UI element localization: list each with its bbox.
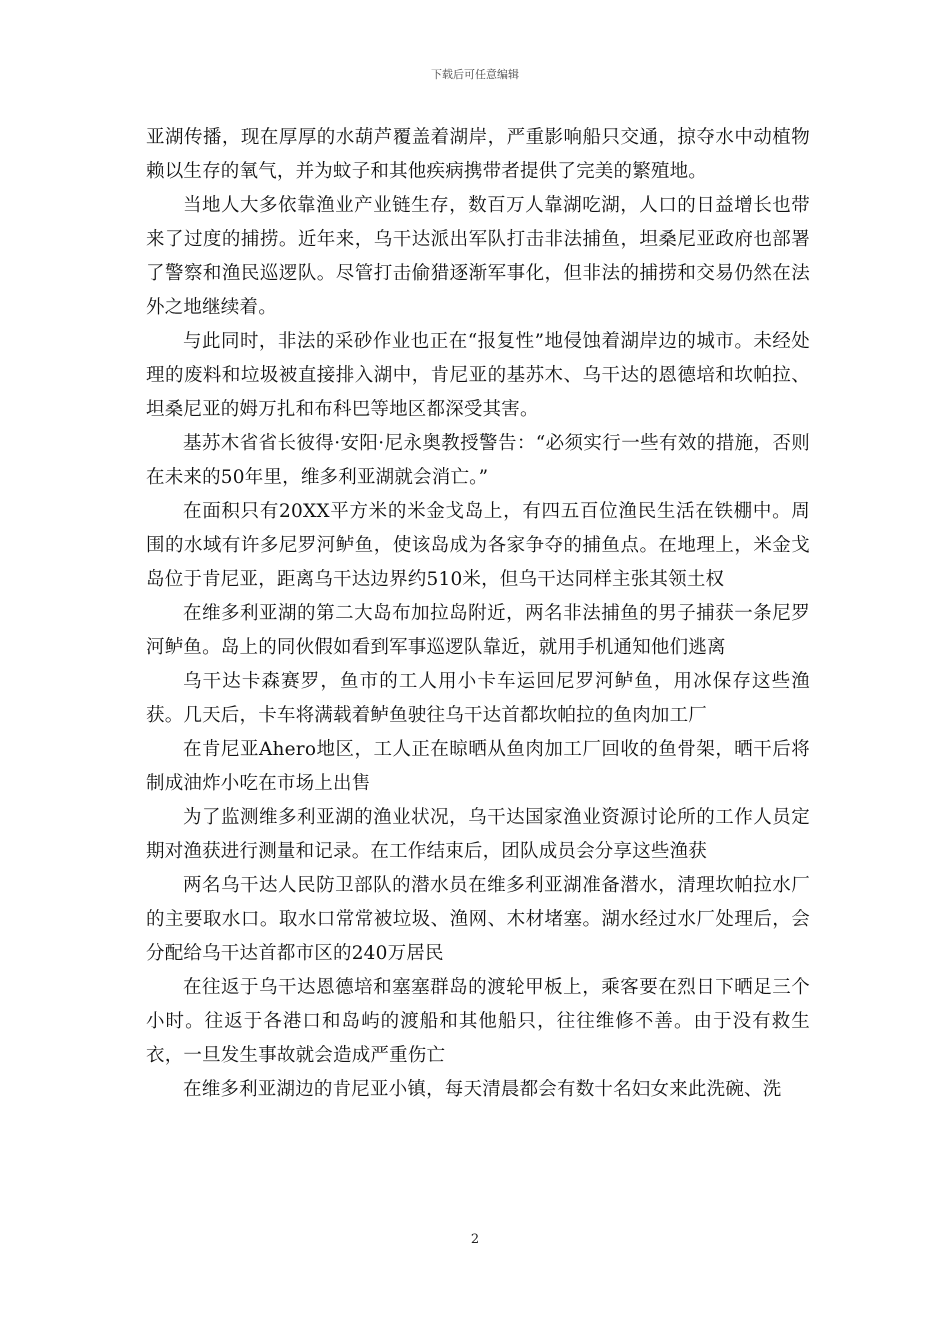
body-text xyxy=(146,121,810,1107)
paragraph: 在维多利亚湖的第二大岛布加拉岛附近，两名非法捕鱼的男子捕获一条尼罗河鲈鱼。岛上的同伙假如看到军事巡逻队靠近，就用手机通知他们逃离 xyxy=(146,603,810,658)
paragraph: 在往返于乌干达恩德培和塞塞群岛的渡轮甲板上，乘客要在烈日下晒足三个小时。往返于各港口和岛屿的渡船和其他船只，往往维修不善。由于没有救生衣，一旦发生事故就会造成严重伤亡 xyxy=(146,977,810,1066)
page-number: 2 xyxy=(470,1232,480,1247)
paragraph: 亚湖传播，现在厚厚的水葫芦覆盖着湖岸，严重影响船只交通，掠夺水中动植物赖以生存的氧气，并为蚊子和其他疾病携带者提供了完美的繁殖地。 xyxy=(146,127,810,182)
paragraph: 当地人大多依靠渔业产业链生存，数百万人靠湖吃湖，人口的日益增长也带来了过度的捕捞。近年来，乌干达派出军队打击非法捕鱼，坦桑尼亚政府也部署了警察和渔民巡逻队。尽管打击偷猎逐渐军事化，但非法的捕捞和交易仍然在法外之地继续着。 xyxy=(146,195,810,318)
paragraph: 在面积只有20XX平方米的米金戈岛上，有四五百位渔民生活在铁棚中。周围的水域有许多尼罗河鲈鱼，使该岛成为各家争夺的捕鱼点。在地理上，米金戈岛位于肯尼亚，距离乌干达边界约510米，但乌干达同样主张其领土权 xyxy=(146,501,810,590)
paragraph: 两名乌干达人民防卫部队的潜水员在维多利亚湖准备潜水，清理坎帕拉水厂的主要取水口。取水口常常被垃圾、渔网、木材堵塞。湖水经过水厂处理后，会分配给乌干达首都市区的240万居民 xyxy=(146,875,810,964)
paragraph: 基苏木省省长彼得·安阳·尼永奥教授警告：“必须实行一些有效的措施，否则在未来的50年里，维多利亚湖就会消亡。” xyxy=(146,433,810,488)
paragraph: 乌干达卡森赛罗，鱼市的工人用小卡车运回尼罗河鲈鱼，用冰保存这些渔获。几天后，卡车将满载着鲈鱼驶往乌干达首都坎帕拉的鱼肉加工厂 xyxy=(146,671,810,726)
paragraph: 与此同时，非法的采砂作业也正在“报复性”地侵蚀着湖岸边的城市。未经处理的废料和垃圾被直接排入湖中，肯尼亚的基苏木、乌干达的恩德培和坎帕拉、坦桑尼亚的姆万扎和布科巴等地区都深受其害。 xyxy=(146,331,810,420)
paragraph: 在维多利亚湖边的肯尼亚小镇，每天清晨都会有数十名妇女来此洗碗、洗 xyxy=(183,1079,782,1100)
paragraph: 为了监测维多利亚湖的渔业状况，乌干达国家渔业资源讨论所的工作人员定期对渔获进行测量和记录。在工作结束后，团队成员会分享这些渔获 xyxy=(146,807,810,862)
paragraph: 在肯尼亚Ahero地区，工人正在晾晒从鱼肉加工厂回收的鱼骨架，晒干后将制成油炸小吃在市场上出售 xyxy=(146,739,810,794)
page-header: 下载后可任意编辑 xyxy=(431,68,519,81)
